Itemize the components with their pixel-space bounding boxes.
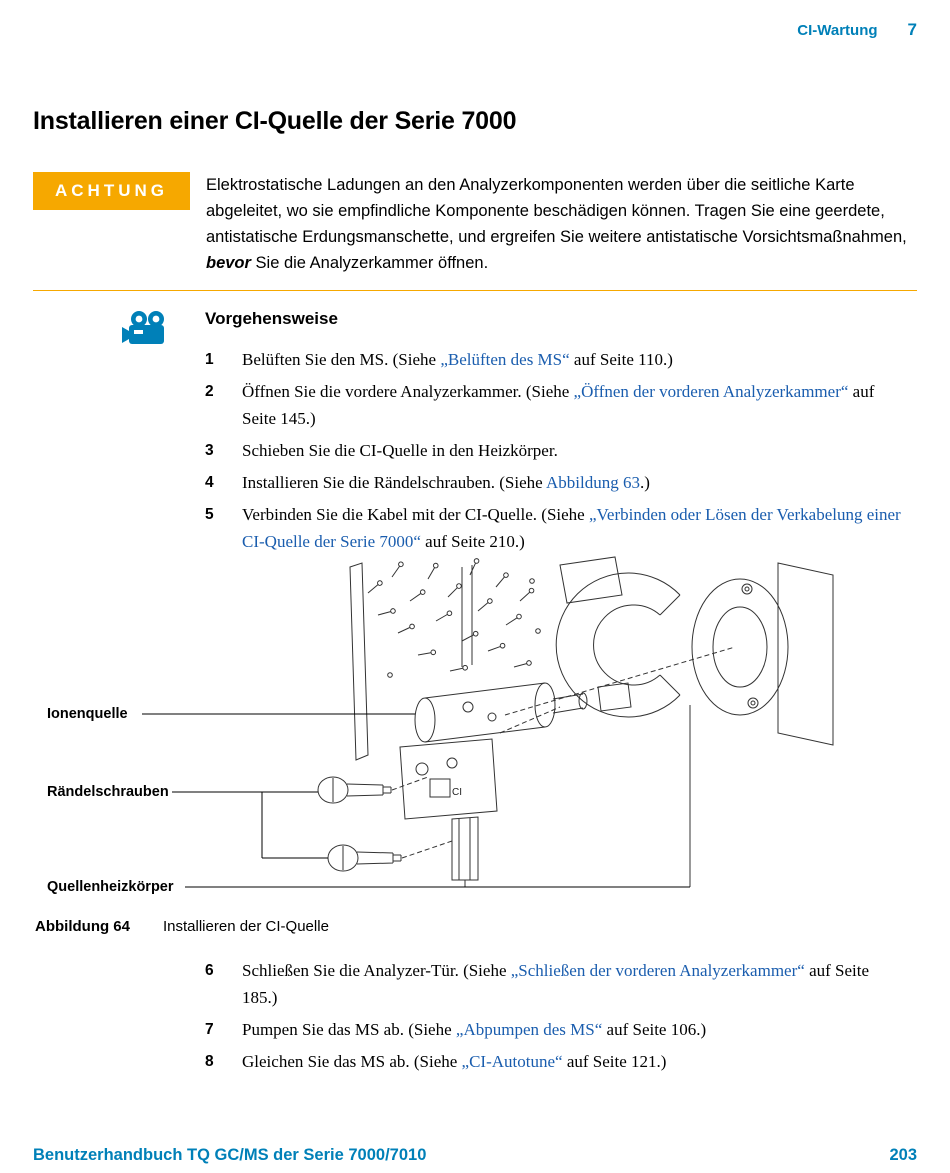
step-number: 4	[205, 474, 214, 491]
warning-section	[33, 172, 917, 276]
step-7	[205, 1016, 905, 1043]
step-8	[205, 1048, 905, 1075]
footer-page-number: 203	[889, 1146, 917, 1164]
step-text	[242, 437, 905, 464]
page-footer	[33, 1146, 917, 1165]
step-text	[242, 501, 905, 555]
warning-text	[206, 172, 910, 276]
step-number: 5	[205, 506, 214, 523]
footer-manual-title: Benutzerhandbuch TQ GC/MS der Serie 7000/7010	[33, 1146, 427, 1164]
step-number: 6	[205, 962, 214, 979]
step-number: 3	[205, 442, 214, 459]
page-title: Installieren einer CI-Quelle der Serie 7000	[33, 107, 517, 135]
step-number: 8	[205, 1053, 214, 1070]
cross-reference-link[interactable]: „Schließen der vorderen Analyzerkammer“	[510, 961, 805, 980]
step-text-post: auf Seite 210.)	[420, 532, 525, 551]
step-text-post: auf Seite 185.)	[242, 961, 870, 1007]
procedure-heading: Vorgehensweise	[205, 309, 338, 328]
step-text-post: .)	[640, 473, 650, 492]
step-text-pre: Schließen Sie die Analyzer-Tür. (Siehe	[242, 961, 511, 980]
figure-caption	[35, 918, 329, 935]
step-text	[242, 346, 905, 373]
step-text-post: auf Seite 106.)	[602, 1020, 707, 1039]
step-text	[242, 1048, 905, 1075]
warning-text-emphasis: bevor	[206, 254, 251, 272]
warning-text-pre: Elektrostatische Ladungen an den Analyzerkomponenten werden über die seitliche Karte abgeleitet, wo sie empfindliche Komponente beschädigen können. Tragen Sie eine geerdete, antistatische Erdungsmanschette, und ergreifen Sie weitere antistatische Vorsichtsmaßnahmen,	[206, 176, 907, 246]
cross-reference-link[interactable]: „Abpumpen des MS“	[455, 1020, 603, 1039]
figure-label-ionenquelle: Ionenquelle	[47, 706, 128, 722]
cross-reference-link[interactable]: „Verbinden oder Lösen der Verkabelung einer CI-Quelle der Serie 7000“	[242, 505, 901, 551]
figure-caption-label: Abbildung 64	[35, 918, 130, 935]
cross-reference-link[interactable]: „CI-Autotune“	[461, 1052, 563, 1071]
step-number: 2	[205, 383, 214, 400]
step-text-pre: Installieren Sie die Rändelschrauben. (Siehe	[242, 473, 547, 492]
step-text-pre: Pumpen Sie das MS ab. (Siehe	[242, 1020, 456, 1039]
warning-badge: ACHTUNG	[33, 172, 190, 210]
steps-list-1-5	[205, 346, 905, 560]
step-text-pre: Belüften Sie den MS. (Siehe	[242, 350, 441, 369]
step-text-post: auf Seite 110.)	[569, 350, 673, 369]
header-chapter-number: 7	[907, 20, 917, 39]
figure-drawing	[0, 555, 950, 907]
step-1	[205, 346, 905, 373]
step-text-post: auf Seite 121.)	[562, 1052, 667, 1071]
step-number: 1	[205, 351, 214, 368]
step-text	[242, 378, 905, 432]
step-5	[205, 501, 905, 555]
step-text	[242, 1016, 905, 1043]
figure-label-raendelschrauben: Rändelschrauben	[47, 784, 169, 800]
step-2	[205, 378, 905, 432]
figure-label-quellenheizkoerper: Quellenheizkörper	[47, 879, 174, 895]
section-divider	[33, 290, 917, 291]
step-text	[242, 469, 905, 496]
cross-reference-link[interactable]: Abbildung 63	[546, 473, 641, 492]
warning-text-post: Sie die Analyzerkammer öffnen.	[250, 254, 489, 272]
step-text-pre: Gleichen Sie das MS ab. (Siehe	[242, 1052, 462, 1071]
step-text-post: auf Seite 145.)	[242, 382, 875, 428]
step-text-pre: Schieben Sie die CI-Quelle in den Heizkörper.	[242, 441, 558, 460]
figure-caption-text: Installieren der CI-Quelle	[163, 918, 329, 935]
page-header	[797, 20, 917, 40]
step-4	[205, 469, 905, 496]
procedure-icon	[122, 310, 170, 352]
step-text-pre: Verbinden Sie die Kabel mit der CI-Quelle. (Siehe	[242, 505, 589, 524]
step-text	[242, 957, 905, 1011]
header-section-title: CI-Wartung	[797, 22, 878, 39]
step-text-pre: Öffnen Sie die vordere Analyzerkammer. (Siehe	[242, 382, 574, 401]
cross-reference-link[interactable]: „Belüften des MS“	[440, 350, 570, 369]
steps-list-6-8	[205, 957, 905, 1080]
cross-reference-link[interactable]: „Öffnen der vorderen Analyzerkammer“	[573, 382, 849, 401]
figure-ci-marking: CI	[452, 787, 462, 798]
step-number: 7	[205, 1021, 214, 1038]
step-6	[205, 957, 905, 1011]
step-3	[205, 437, 905, 464]
